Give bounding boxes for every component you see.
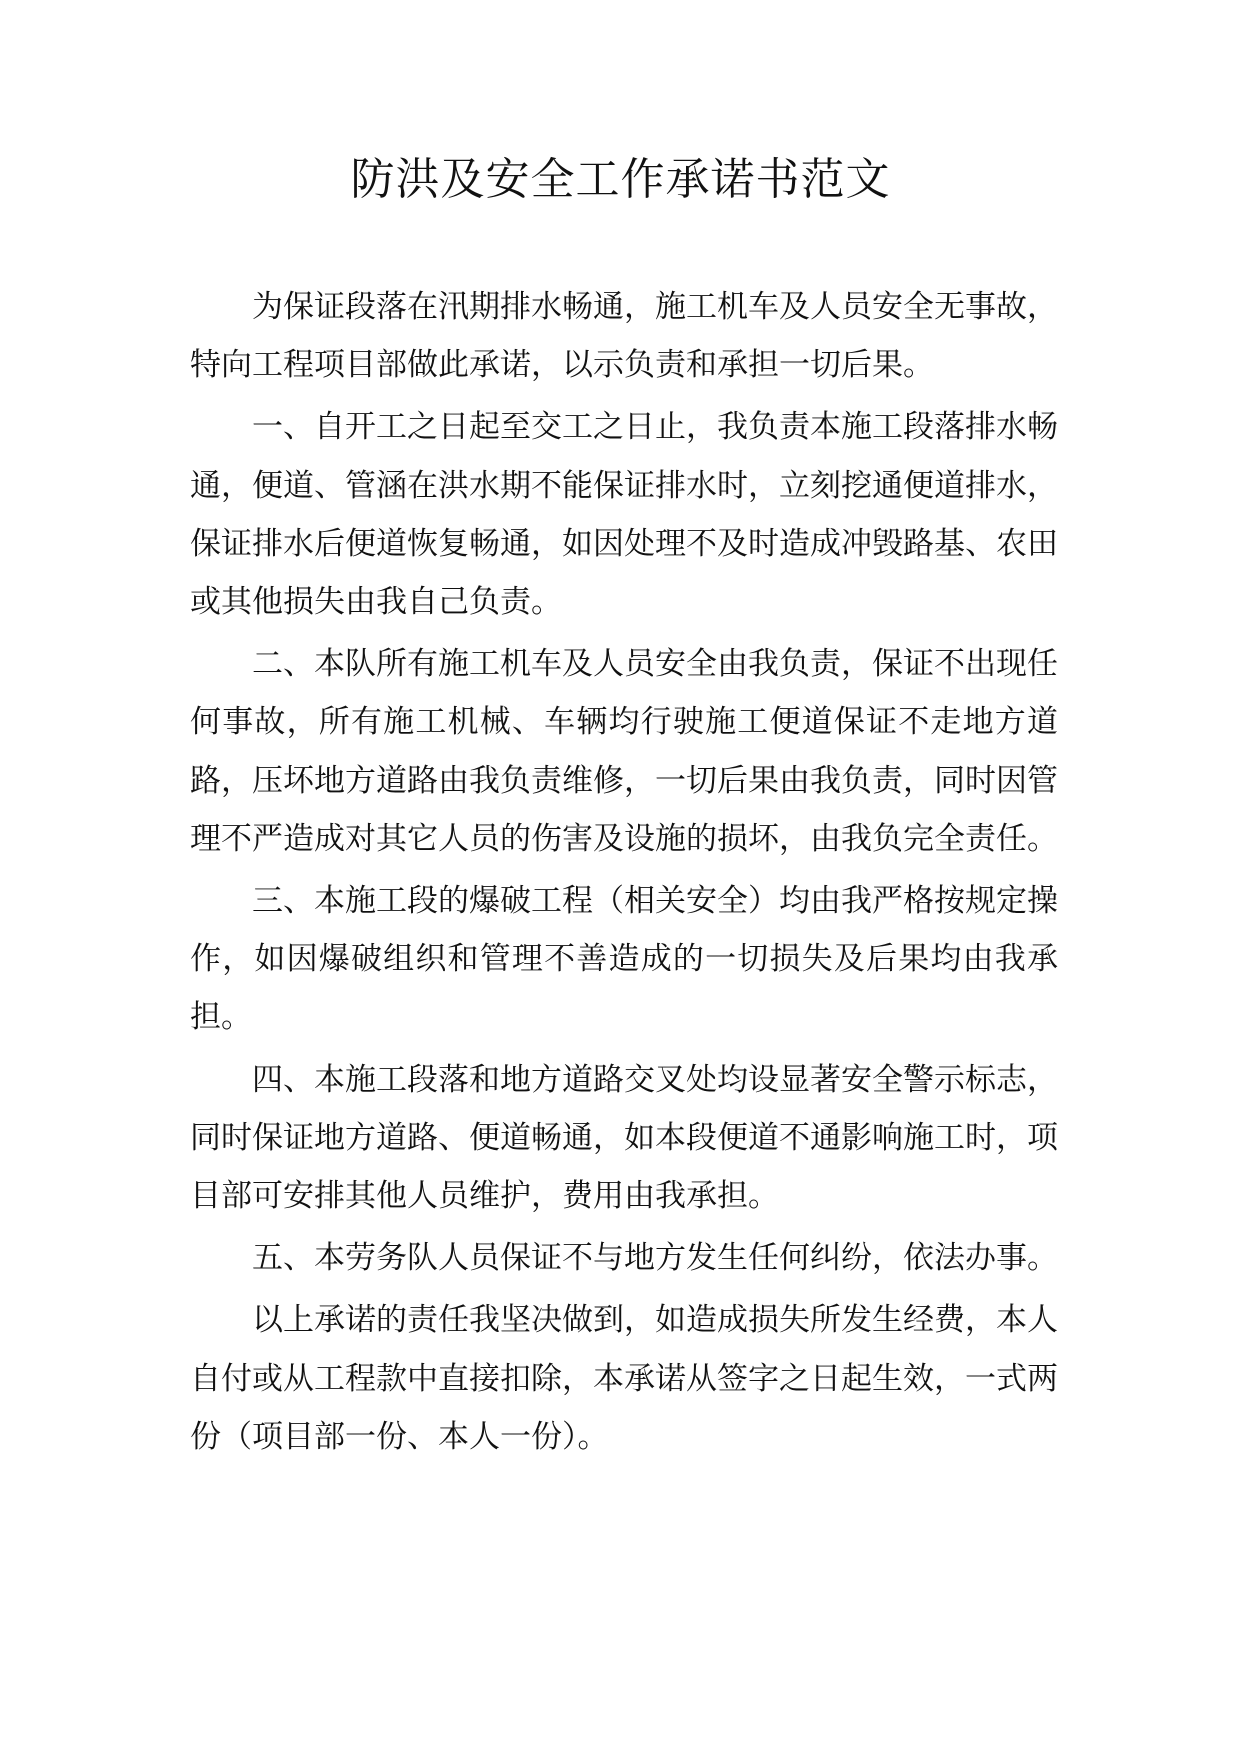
- document-body: [190, 278, 1058, 1470]
- paragraph-item-1: 一、自开工之日起至交工之日止，我负责本施工段落排水畅通，便道、管涵在洪水期不能保证排水时，立刻挖通便道排水，保证排水后便道恢复畅通，如因处理不及时造成冲毁路基、农田或其他损失由我自己负责。: [190, 409, 1058, 621]
- paragraph-conclusion: 以上承诺的责任我坚决做到，如造成损失所发生经费，本人自付或从工程款中直接扣除，本承诺从签字之日起生效，一式两份（项目部一份、本人一份）。: [190, 1302, 1058, 1455]
- paragraph-item-2: 二、本队所有施工机车及人员安全由我负责，保证不出现任何事故，所有施工机械、车辆均行驶施工便道保证不走地方道路，压坏地方道路由我负责维修，一切后果由我负责，同时因管理不严造成对其它人员的伤害及设施的损坏，由我负完全责任。: [190, 646, 1058, 857]
- paragraph-item-3: 三、本施工段的爆破工程（相关安全）均由我严格按规定操作，如因爆破组织和管理不善造成的一切损失及后果均由我承担。: [190, 883, 1058, 1036]
- paragraph-item-4: 四、本施工段落和地方道路交叉处均设显著安全警示标志，同时保证地方道路、便道畅通，如本段便道不通影响施工时，项目部可安排其他人员维护，费用由我承担。: [190, 1061, 1058, 1215]
- paragraph-item-5: 五、本劳务队人员保证不与地方发生任何纠纷，依法办事。: [252, 1240, 1058, 1277]
- paragraph-intro: 为保证段落在汛期排水畅通，施工机车及人员安全无事故，特向工程项目部做此承诺，以示负责和承担一切后果。: [190, 289, 1058, 384]
- document-title: 防洪及安全工作承诺书范文: [350, 154, 891, 205]
